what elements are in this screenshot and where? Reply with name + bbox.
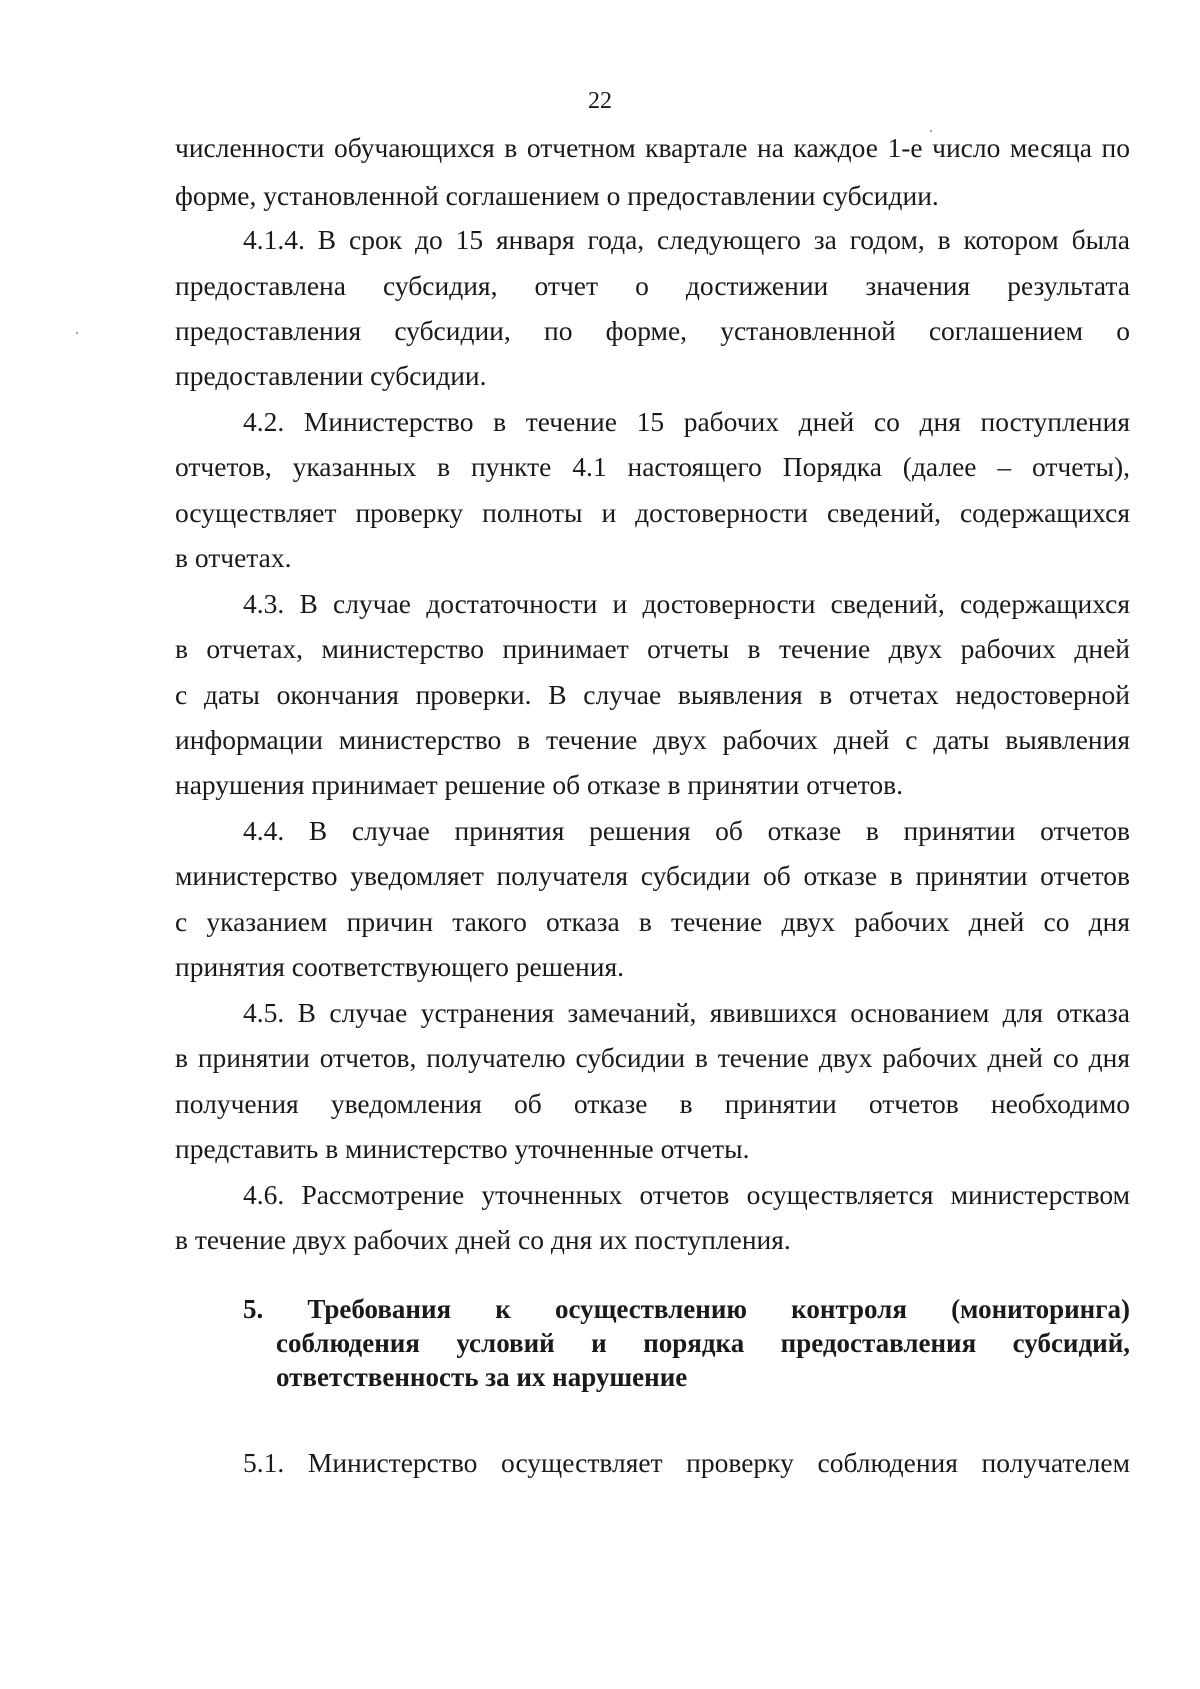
text-line: представить в министерство уточненные отчеты. bbox=[175, 1133, 750, 1164]
text-line: 4.3. В случае достаточности и достоверности сведений, содержащихся bbox=[243, 588, 1130, 619]
text-line: информации министерство в течение двух рабочих дней с даты выявления bbox=[175, 724, 1130, 755]
text-line: министерство уведомляет получателя субсидии об отказе в принятии отчетов bbox=[175, 860, 1130, 891]
text-line: 5.1. Министерство осуществляет проверку соблюдения получателем bbox=[243, 1447, 1130, 1478]
text-line: нарушения принимает решение об отказе в принятии отчетов. bbox=[175, 769, 903, 800]
section-heading-line: соблюдения условий и порядка предоставления субсидий, bbox=[276, 1328, 1130, 1358]
text-line: с указанием причин такого отказа в течение двух рабочих дней со дня bbox=[175, 906, 1130, 937]
text-line: с даты окончания проверки. В случае выявления в отчетах недостоверной bbox=[175, 679, 1130, 710]
text-line: в отчетах, министерство принимает отчеты в течение двух рабочих дней bbox=[175, 633, 1130, 664]
section-heading bbox=[243, 1292, 1130, 1394]
text-line: 4.5. В случае устранения замечаний, явившихся основанием для отказа bbox=[243, 997, 1130, 1028]
scan-speck bbox=[930, 130, 932, 132]
text-line: в отчетах. bbox=[175, 542, 292, 573]
text-line: предоставления субсидии, по форме, установленной соглашением о bbox=[175, 315, 1130, 346]
section-heading-line: 5. Требования к осуществлению контроля (мониторинга) bbox=[243, 1294, 1130, 1324]
text-line: отчетов, указанных в пункте 4.1 настоящего Порядка (далее – отчеты), bbox=[175, 451, 1130, 482]
text-line: численности обучающихся в отчетном квартале на каждое 1-е число месяца по bbox=[175, 132, 1130, 163]
text-line: предоставлении субсидии. bbox=[175, 360, 487, 391]
text-line: в течение двух рабочих дней со дня их поступления. bbox=[175, 1224, 791, 1255]
text-line: в принятии отчетов, получателю субсидии в течение двух рабочих дней со дня bbox=[175, 1042, 1130, 1073]
text-line: принятия соответствующего решения. bbox=[175, 951, 625, 982]
scan-speck bbox=[76, 332, 78, 334]
text-line: предоставлена субсидия, отчет о достижении значения результата bbox=[175, 270, 1130, 301]
text-line: осуществляет проверку полноты и достоверности сведений, содержащихся bbox=[175, 497, 1130, 528]
text-line: 4.4. В случае принятия решения об отказе в принятии отчетов bbox=[243, 815, 1130, 846]
text-line: форме, установленной соглашением о предоставлении субсидии. bbox=[175, 180, 939, 211]
text-line: 4.6. Рассмотрение уточненных отчетов осуществляется министерством bbox=[243, 1179, 1130, 1210]
text-line: 4.2. Министерство в течение 15 рабочих дней со дня поступления bbox=[243, 406, 1130, 437]
text-line: получения уведомления об отказе в принятии отчетов необходимо bbox=[175, 1088, 1130, 1119]
text-line: 4.1.4. В срок до 15 января года, следующего за годом, в котором была bbox=[243, 224, 1130, 255]
page-number: 22 bbox=[588, 88, 612, 114]
section-heading-line: ответственность за их нарушение bbox=[276, 1362, 688, 1392]
